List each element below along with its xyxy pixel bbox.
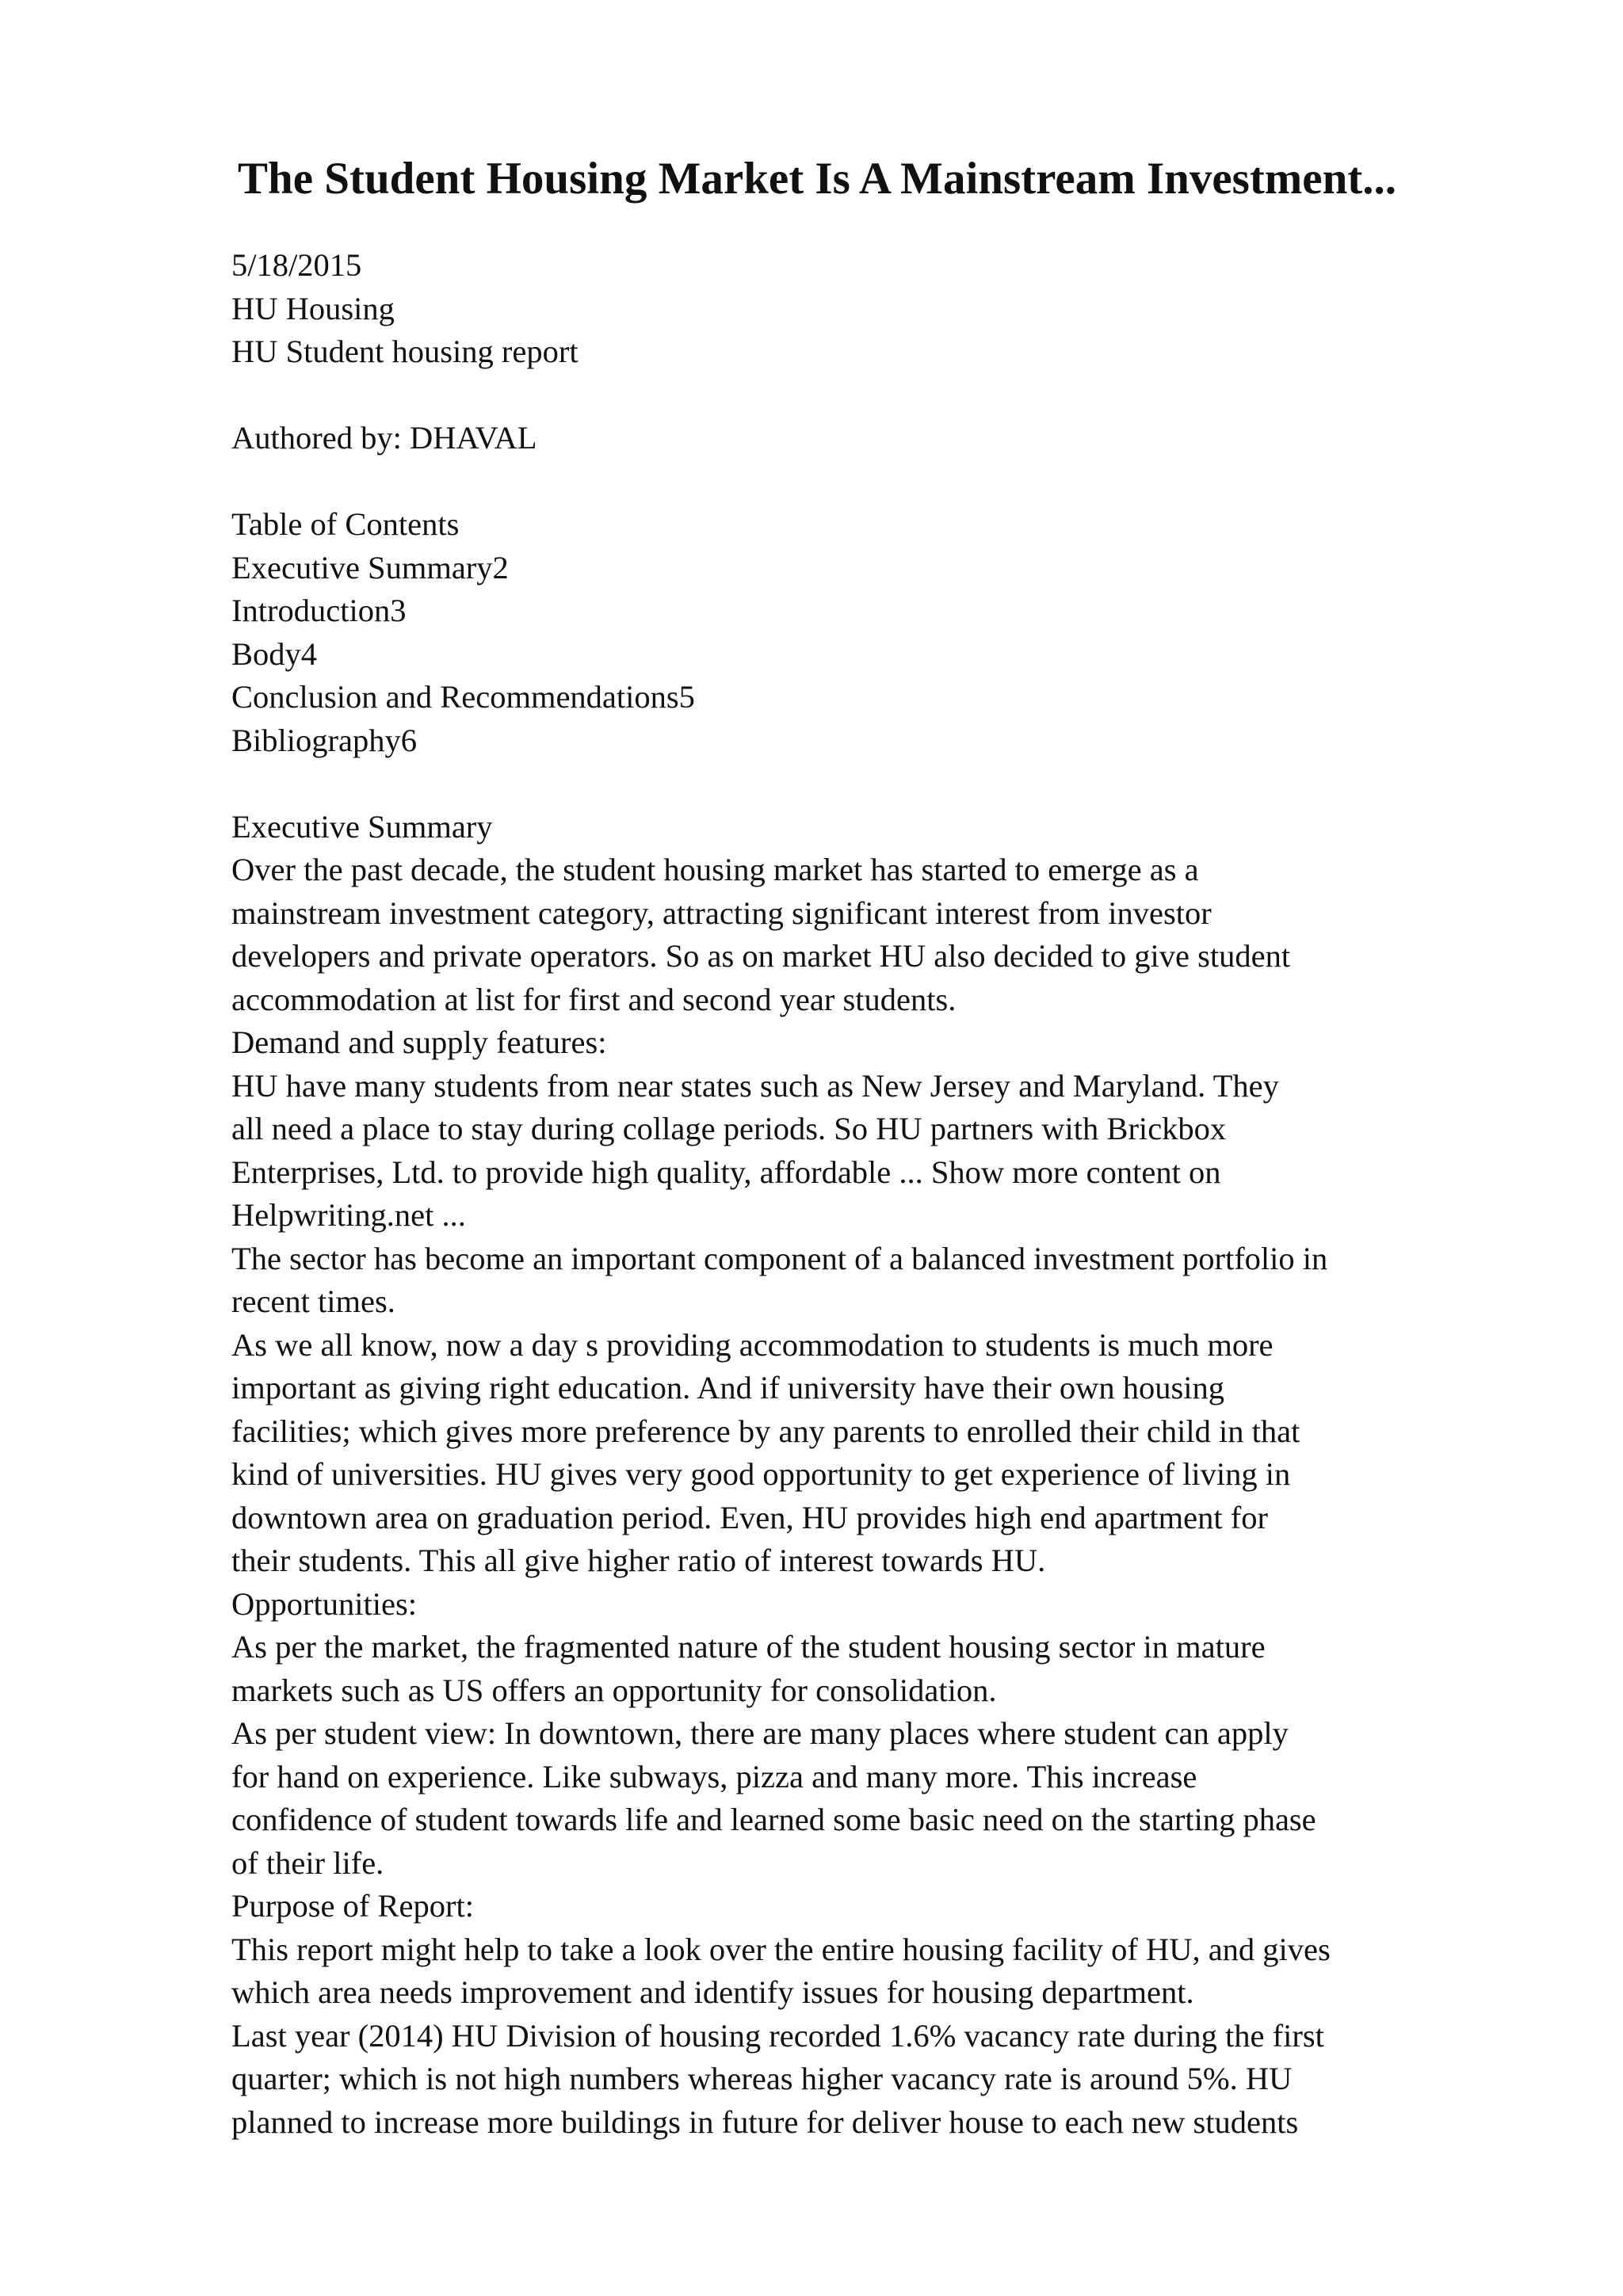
text-line: of their life. (231, 1844, 384, 1881)
text-line: This report might help to take a look over the entire housing facility of HU, and gives (231, 1931, 1331, 1967)
text-line: confidence of student towards life and learned some basic need on the starting phase (231, 1802, 1316, 1837)
text-line: downtown area on graduation period. Even, HU provides high end apartment for (231, 1499, 1269, 1535)
text-line: developers and private operators. So as on market HU also decided to give student (231, 938, 1291, 974)
section-heading: Demand and supply features: (231, 1024, 607, 1060)
text-line: As we all know, now a day s providing accommodation to students is much more (231, 1326, 1274, 1363)
toc-entry: Executive Summary2 (231, 549, 509, 585)
text-line: accommodation at list for first and second year students. (231, 981, 957, 1017)
section-heading: Opportunities: (231, 1585, 417, 1622)
text-line: important as giving right education. And if university have their own housing (231, 1370, 1225, 1405)
text-line: their students. This all give higher ratio of interest towards HU. (231, 1543, 1046, 1578)
text-line: recent times. (231, 1283, 395, 1319)
text-line: all need a place to stay during collage periods. So HU partners with Brickbox (231, 1111, 1227, 1146)
toc-heading: Table of Contents (231, 506, 460, 542)
document-body (231, 244, 1531, 2144)
spacer (231, 374, 1531, 418)
document-title: The Student Housing Market Is A Mainstream Investment... (238, 154, 1397, 204)
spacer (231, 460, 1531, 504)
text-line: Helpwriting.net ... (231, 1197, 466, 1233)
section-heading: Executive Summary (231, 808, 493, 845)
author-line: Authored by: DHAVAL (231, 420, 537, 456)
text-line: Enterprises, Ltd. to provide high quality, affordable ... Show more content on (231, 1154, 1221, 1190)
toc-entry: Bibliography6 (231, 722, 417, 758)
report-date: 5/18/2015 (231, 247, 362, 283)
text-line: mainstream investment category, attracting significant interest from investor (231, 894, 1212, 931)
text-line: Last year (2014) HU Division of housing recorded 1.6% vacancy rate during the first (231, 2017, 1324, 2054)
toc-entry: Conclusion and Recommendations5 (231, 679, 695, 715)
report-name: HU Student housing report (231, 334, 579, 369)
text-line: for hand on experience. Like subways, pizza and many more. This increase (231, 1758, 1197, 1794)
toc-entry: Introduction3 (231, 593, 407, 628)
text-line: As per student view: In downtown, there are many places where student can apply (231, 1715, 1289, 1751)
text-line: facilities; which gives more preference by any parents to enrolled their child in that (231, 1413, 1300, 1449)
organization-name: HU Housing (231, 290, 395, 326)
text-line: Over the past decade, the student housing market has started to emerge as a (231, 852, 1199, 887)
toc-entry: Body4 (231, 635, 318, 672)
section-heading: Purpose of Report: (231, 1888, 474, 1924)
text-line: markets such as US offers an opportunity for consolidation. (231, 1672, 997, 1708)
text-line: As per the market, the fragmented nature of the student housing sector in mature (231, 1629, 1266, 1665)
text-line: quarter; which is not high numbers whereas higher vacancy rate is around 5%. HU (231, 2061, 1293, 2096)
text-line: HU have many students from near states such as New Jersey and Maryland. They (231, 1067, 1279, 1104)
text-line: planned to increase more buildings in future for deliver house to each new students (231, 2103, 1299, 2140)
spacer (231, 762, 1531, 806)
text-line: The sector has become an important component of a balanced investment portfolio in (231, 1240, 1328, 1276)
text-line: which area needs improvement and identify issues for housing department. (231, 1974, 1194, 2010)
text-line: kind of universities. HU gives very good opportunity to get experience of living in (231, 1456, 1291, 1492)
